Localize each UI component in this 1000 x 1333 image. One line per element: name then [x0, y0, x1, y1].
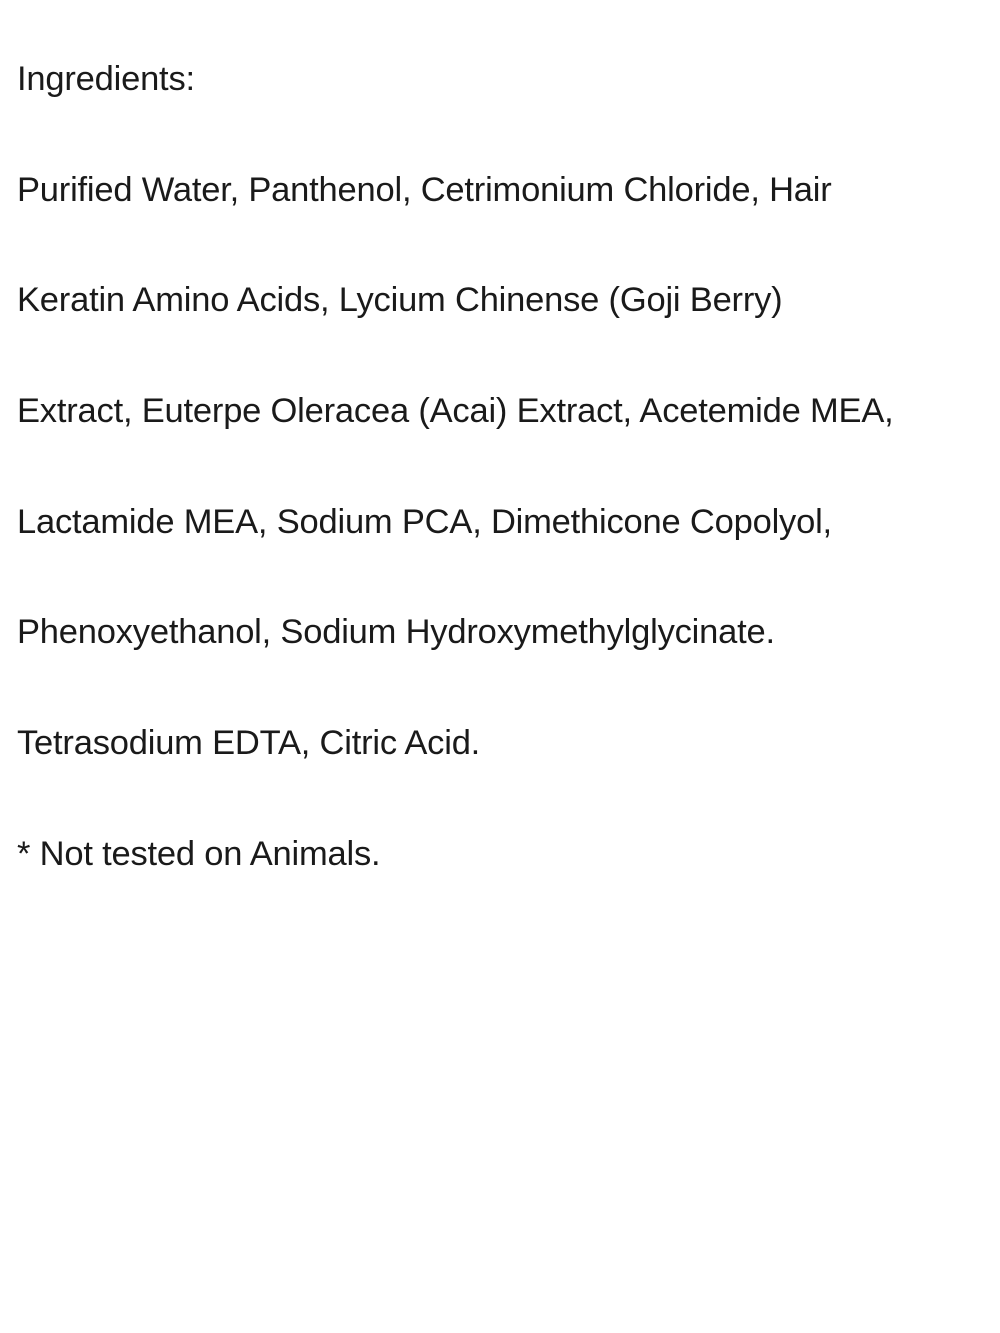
ingredients-heading: Ingredients: [17, 60, 195, 98]
ingredients-line: Lactamide MEA, Sodium PCA, Dimethicone Copolyol, [17, 503, 832, 541]
animal-testing-note: * Not tested on Animals. [17, 835, 381, 873]
ingredients-line: Purified Water, Panthenol, Cetrimonium Chloride, Hair [17, 171, 832, 209]
ingredients-line: Phenoxyethanol, Sodium Hydroxymethylglycinate. [17, 613, 775, 651]
ingredients-line: Extract, Euterpe Oleracea (Acai) Extract, Acetemide MEA, [17, 392, 894, 430]
ingredients-line: Keratin Amino Acids, Lycium Chinense (Goji Berry) [17, 281, 783, 319]
ingredients-line: Tetrasodium EDTA, Citric Acid. [17, 724, 481, 762]
